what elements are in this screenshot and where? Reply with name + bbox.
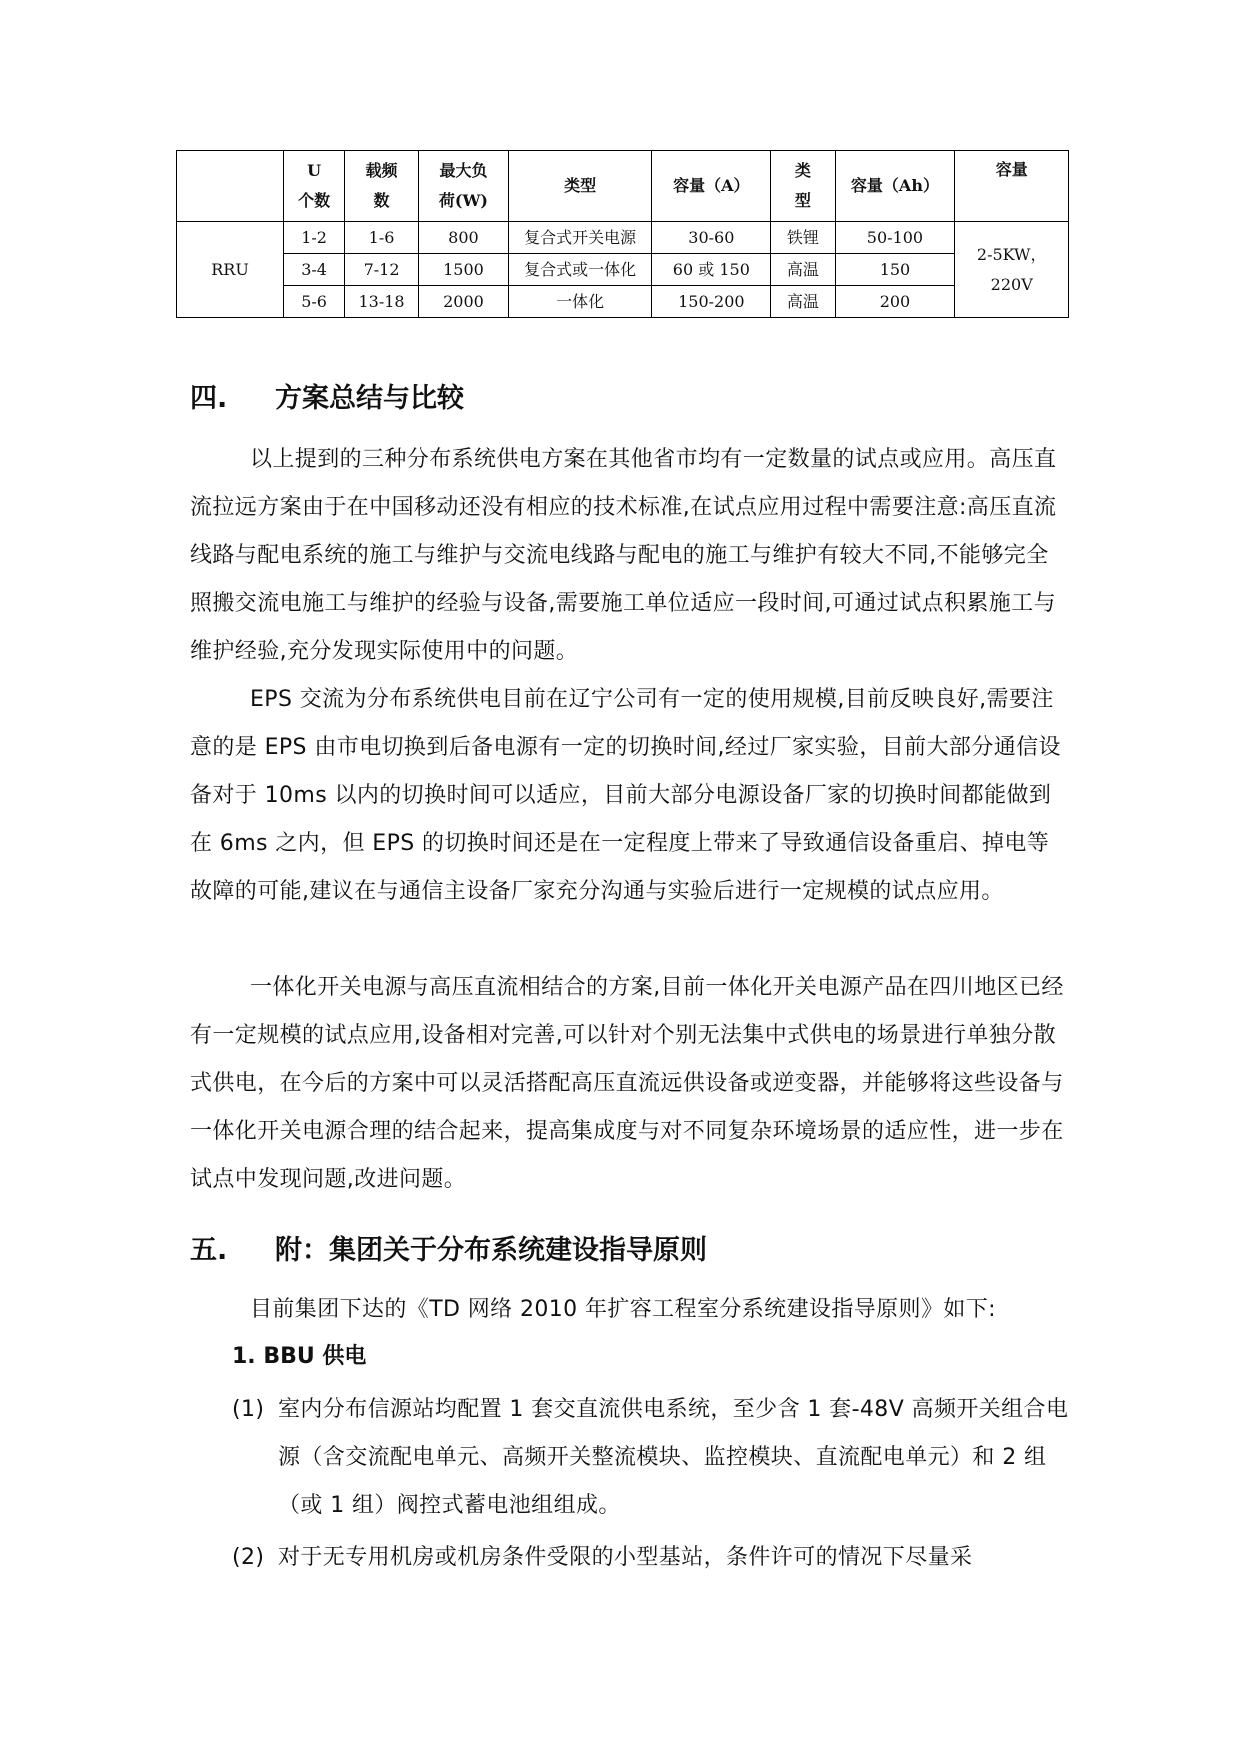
table-header-cell: 类型 (508, 151, 651, 222)
paragraph: EPS 交流为分布系统供电目前在辽宁公司有一定的使用规模,目前反映良好,需要注意的是 EPS 由市电切换到后备电源有一定的切换时间,经过厂家实验，目前大部分通信设备对于 10ms 以内的切换时间可以适应，目前大部分电源设备厂家的切换时间都能做到在 6ms 之内，但 EPS 的切换时间还是在一定程度上带来了导致通信设备重启、掉电等故障的可能,建议在与通信主设备厂家充分沟通与实验后进行一定规模的试点应用。 (190, 687, 1061, 904)
table-cell: 2000 (418, 286, 508, 318)
list-marker: (1) (232, 1397, 265, 1422)
table-header-cell: 容量（A） (652, 151, 771, 222)
table-cell: 1500 (418, 254, 508, 286)
table-cell: 150 (835, 254, 955, 286)
table-header-row (177, 151, 1069, 222)
table-cell: 50-100 (835, 222, 955, 254)
power-spec-table (176, 150, 1069, 318)
section-title: 方案总结与比较 (275, 383, 464, 414)
table-cell: 7-12 (345, 254, 419, 286)
table-header-cell: 容量（Ah） (835, 151, 955, 222)
table-header-cell: 最大负 荷(W) (418, 151, 508, 222)
list-item-text: 对于无专用机房或机房条件受限的小型基站，条件许可的情况下尽量采 (278, 1545, 973, 1570)
table-cell: 13-18 (345, 286, 419, 318)
section-4-heading (190, 382, 464, 416)
table-row (177, 254, 1069, 286)
merged-capacity-cell: 2-5KW， 220V (955, 222, 1069, 318)
list-item (232, 1386, 1072, 1530)
table-cell: 高温 (771, 286, 835, 318)
table-cell: 5-6 (284, 286, 345, 318)
table-cell: 1-2 (284, 222, 345, 254)
table-cell: 800 (418, 222, 508, 254)
section-title: 附：集团关于分布系统建设指导原则 (275, 1235, 707, 1266)
paragraph: 一体化开关电源与高压直流相结合的方案,目前一体化开关电源产品在四川地区已经有一定规模的试点应用,设备相对完善,可以针对个别无法集中式供电的场景进行单独分散式供电，在今后的方案中可以灵活搭配高压直流远供设备或逆变器，并能够将这些设备与一体化开关电源合理的结合起来，提高集成度与对不同复杂环境场景的适应性，进一步在试点中发现问题,改进问题。 (190, 975, 1064, 1192)
section-number: 五. (190, 1235, 228, 1266)
section-5-heading (190, 1234, 707, 1268)
table-row (177, 222, 1069, 254)
table-cell: 铁锂 (771, 222, 835, 254)
list-item (232, 1534, 1072, 1582)
table-cell: 200 (835, 286, 955, 318)
table-header-cell: 类 型 (771, 151, 835, 222)
table-cell: 150-200 (652, 286, 771, 318)
table-cell: 高温 (771, 254, 835, 286)
table-cell: 3-4 (284, 254, 345, 286)
paragraph: 以上提到的三种分布系统供电方案在其他省市均有一定数量的试点或应用。高压直流拉远方案由于在中国移动还没有相应的技术标准,在试点应用过程中需要注意:高压直流线路与配电系统的施工与维护与交流电线路与配电的施工与维护有较大不同,不能够完全照搬交流电施工与维护的经验与设备,需要施工单位适应一段时间,可通过试点积累施工与维护经验,充分发现实际使用中的问题。 (190, 447, 1057, 664)
table-cell: 复合式开关电源 (508, 222, 651, 254)
list-item-text: 室内分布信源站均配置 1 套交直流供电系统，至少含 1 套-48V 高频开关组合电源（含交流配电单元、高频开关整流模块、监控模块、直流配电单元）和 2 组（或 1 组）阀控式蓄电池组组成。 (278, 1397, 1069, 1518)
list-marker: (2) (232, 1545, 265, 1570)
row-label-cell: RRU (177, 222, 284, 318)
table-header-cell: U 个数 (284, 151, 345, 222)
table-cell: 30-60 (652, 222, 771, 254)
table-header-cell (177, 151, 284, 222)
table-header-cell: 载频 数 (345, 151, 419, 222)
table-header-cell: 容量 (955, 151, 1069, 222)
table-row (177, 286, 1069, 318)
table-cell: 一体化 (508, 286, 651, 318)
subheading-bbu-power: 1. BBU 供电 (232, 1344, 367, 1369)
intro-paragraph: 目前集团下达的《TD 网络 2010 年扩容工程室分系统建设指导原则》如下: (250, 1297, 996, 1322)
table-cell: 60 或 150 (652, 254, 771, 286)
table-cell: 复合式或一体化 (508, 254, 651, 286)
section-number: 四. (190, 383, 228, 414)
table-cell: 1-6 (345, 222, 419, 254)
